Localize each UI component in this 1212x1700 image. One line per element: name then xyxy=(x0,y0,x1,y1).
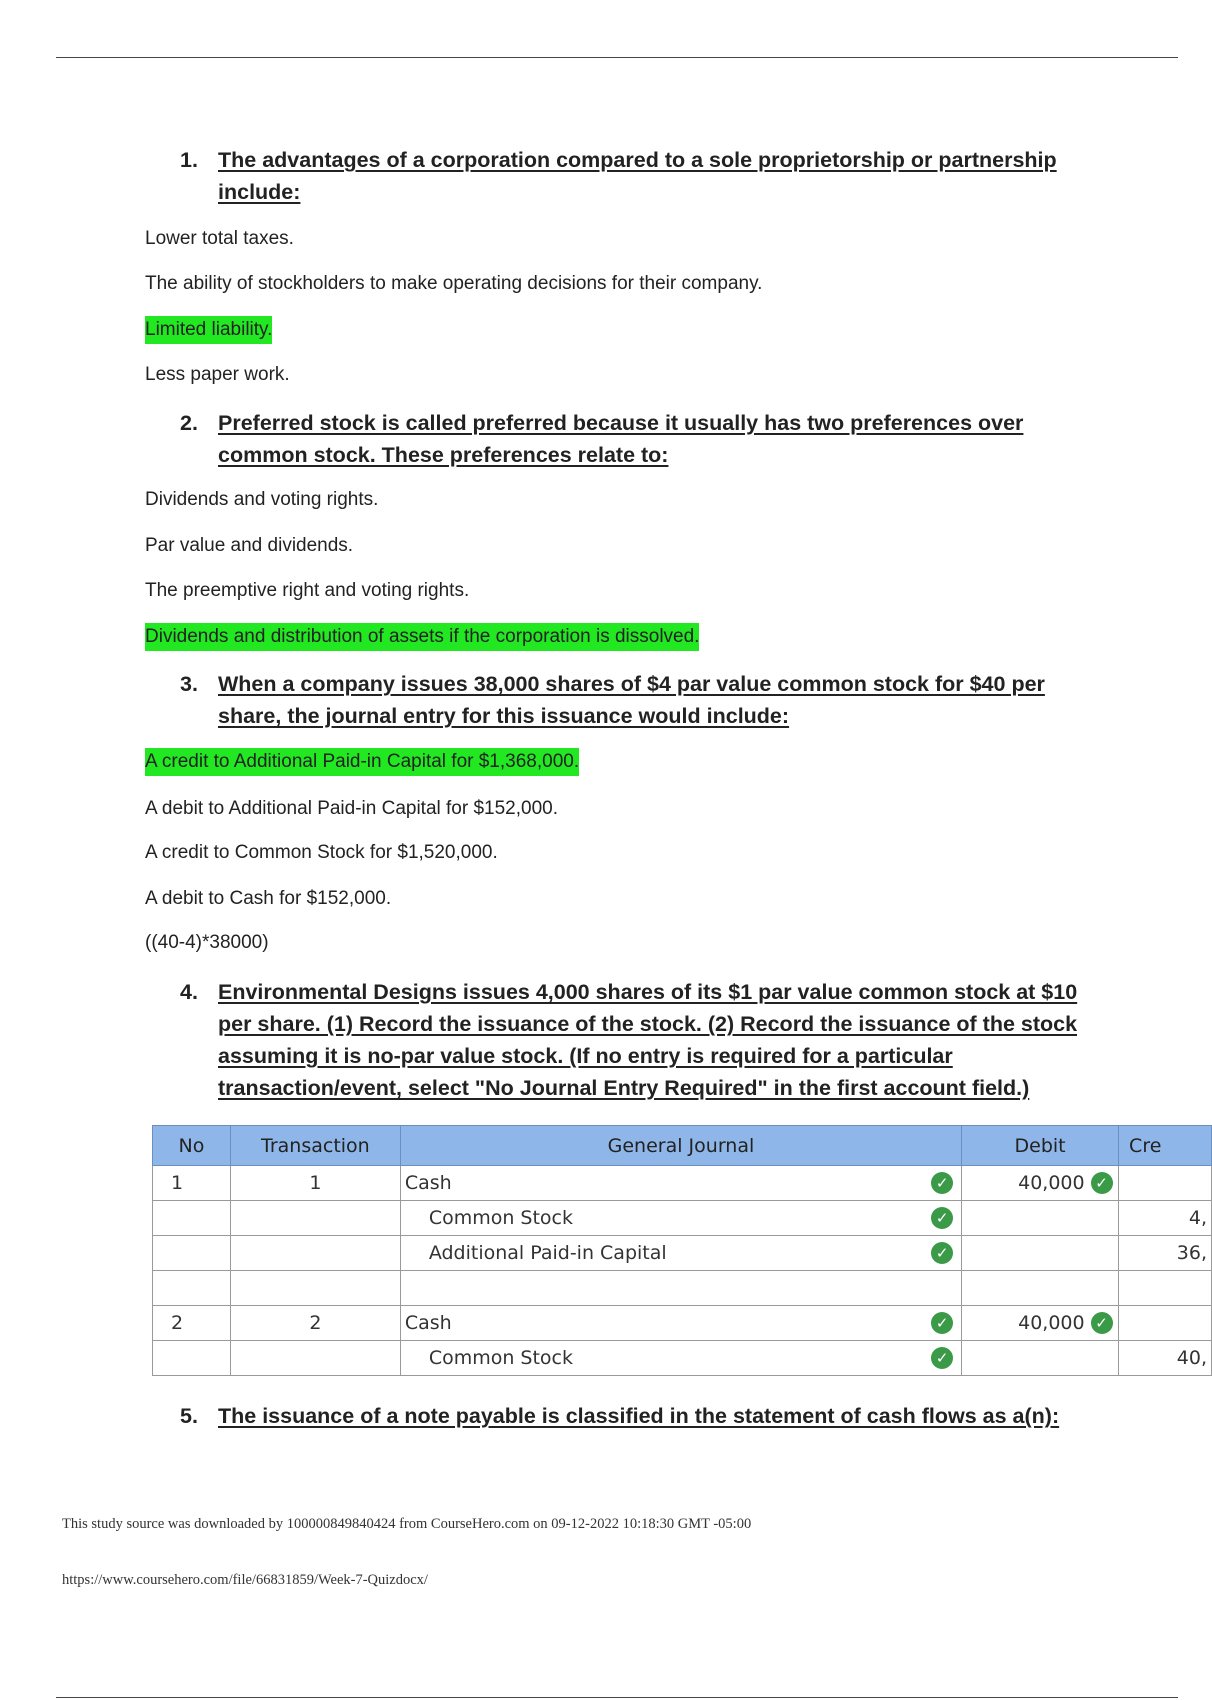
correct-answer-highlight: Limited liability. xyxy=(145,316,272,344)
answer-option: A debit to Cash for $152,000. xyxy=(145,888,392,909)
header-no: No xyxy=(153,1126,231,1166)
row-credit: 4, xyxy=(1119,1201,1212,1236)
check-circle-icon: ✓ xyxy=(931,1312,953,1334)
row-no xyxy=(153,1236,231,1271)
question-number: 1. xyxy=(180,148,198,172)
question-text: The issuance of a note payable is classified in the statement of cash flows as a(n): xyxy=(218,1404,1060,1428)
header-transaction: Transaction xyxy=(230,1126,400,1166)
row-transaction: 2 xyxy=(230,1306,400,1341)
row-no xyxy=(153,1201,231,1236)
question-text: Preferred stock is called preferred because it usually has two preferences over common stock. These preferences relate to: xyxy=(218,411,1024,467)
table-header-row xyxy=(153,1126,1212,1166)
answer-option: Less paper work. xyxy=(145,364,290,385)
account-name: Cash xyxy=(404,1172,452,1194)
check-circle-icon: ✓ xyxy=(1091,1312,1113,1334)
account-name: Cash xyxy=(404,1312,452,1334)
check-circle-icon: ✓ xyxy=(931,1242,953,1264)
row-no xyxy=(153,1341,231,1376)
row-debit xyxy=(962,1166,1119,1201)
question-number: 3. xyxy=(180,672,198,696)
answer-option: The ability of stockholders to make operating decisions for their company. xyxy=(145,273,763,294)
answer-option: The preemptive right and voting rights. xyxy=(145,580,470,601)
row-debit xyxy=(962,1341,1119,1376)
answer-option: Par value and dividends. xyxy=(145,535,354,556)
top-divider xyxy=(56,57,1178,58)
row-debit xyxy=(962,1201,1119,1236)
account-name: Common Stock xyxy=(428,1207,574,1229)
table-row xyxy=(153,1166,1212,1201)
row-transaction xyxy=(230,1341,400,1376)
source-url: https://www.coursehero.com/file/66831859/Week-7-Quizdocx/ xyxy=(62,1572,428,1588)
question-number: 5. xyxy=(180,1404,198,1428)
check-circle-icon: ✓ xyxy=(931,1172,953,1194)
row-account xyxy=(400,1306,961,1341)
account-name: Common Stock xyxy=(428,1347,574,1369)
row-account xyxy=(400,1201,961,1236)
check-circle-icon: ✓ xyxy=(931,1347,953,1369)
debit-amount: 40,000 xyxy=(1018,1311,1085,1334)
row-transaction xyxy=(230,1236,400,1271)
row-transaction xyxy=(230,1201,400,1236)
answer-option: Lower total taxes. xyxy=(145,228,294,249)
header-general-journal: General Journal xyxy=(400,1126,961,1166)
table-row xyxy=(153,1201,1212,1236)
question-number: 4. xyxy=(180,980,198,1004)
question-number: 2. xyxy=(180,411,198,435)
answer-option: A debit to Additional Paid-in Capital for $152,000. xyxy=(145,798,559,819)
question-text: When a company issues 38,000 shares of $4 par value common stock for $40 per share, the journal entry for this issuance would include: xyxy=(218,672,1045,728)
question-text: The advantages of a corporation compared to a sole proprietorship or partnership include: xyxy=(218,148,1057,204)
table-row xyxy=(153,1341,1212,1376)
calculation-note: ((40-4)*38000) xyxy=(145,932,269,953)
row-credit: 40, xyxy=(1119,1341,1212,1376)
answer-option: A credit to Common Stock for $1,520,000. xyxy=(145,842,498,863)
row-transaction: 1 xyxy=(230,1166,400,1201)
row-credit: 36, xyxy=(1119,1236,1212,1271)
row-debit xyxy=(962,1236,1119,1271)
row-no: 1 xyxy=(153,1166,231,1201)
row-no: 2 xyxy=(153,1306,231,1341)
row-credit xyxy=(1119,1306,1212,1341)
table-row xyxy=(153,1306,1212,1341)
bottom-divider xyxy=(56,1697,1178,1698)
table-spacer-row xyxy=(153,1271,1212,1306)
row-account xyxy=(400,1341,961,1376)
answer-option: Dividends and voting rights. xyxy=(145,489,379,510)
header-debit: Debit xyxy=(962,1126,1119,1166)
check-circle-icon: ✓ xyxy=(931,1207,953,1229)
row-account xyxy=(400,1236,961,1271)
check-circle-icon: ✓ xyxy=(1091,1172,1113,1194)
correct-answer-highlight: Dividends and distribution of assets if the corporation is dissolved. xyxy=(145,623,699,651)
download-source-note: This study source was downloaded by 100000849840424 from CourseHero.com on 09-12-2022 10:18:30 GMT -05:00 xyxy=(62,1516,752,1532)
row-account xyxy=(400,1166,961,1201)
debit-amount: 40,000 xyxy=(1018,1171,1085,1194)
correct-answer-highlight: A credit to Additional Paid-in Capital for $1,368,000. xyxy=(145,748,579,776)
header-credit: Cre xyxy=(1119,1126,1212,1166)
journal-entry-table xyxy=(152,1125,1212,1376)
question-text: Environmental Designs issues 4,000 shares of its $1 par value common stock at $10 per share. (1) Record the issuance of the stock. (2) Record the issuance of the stock assuming it is no-par value stock. (If no entry is required for a particular transaction/event, select "No Journal Entry Required" in the first account field.) xyxy=(218,980,1078,1100)
account-name: Additional Paid-in Capital xyxy=(428,1242,667,1264)
row-debit xyxy=(962,1306,1119,1341)
row-credit xyxy=(1119,1166,1212,1201)
table-row xyxy=(153,1236,1212,1271)
